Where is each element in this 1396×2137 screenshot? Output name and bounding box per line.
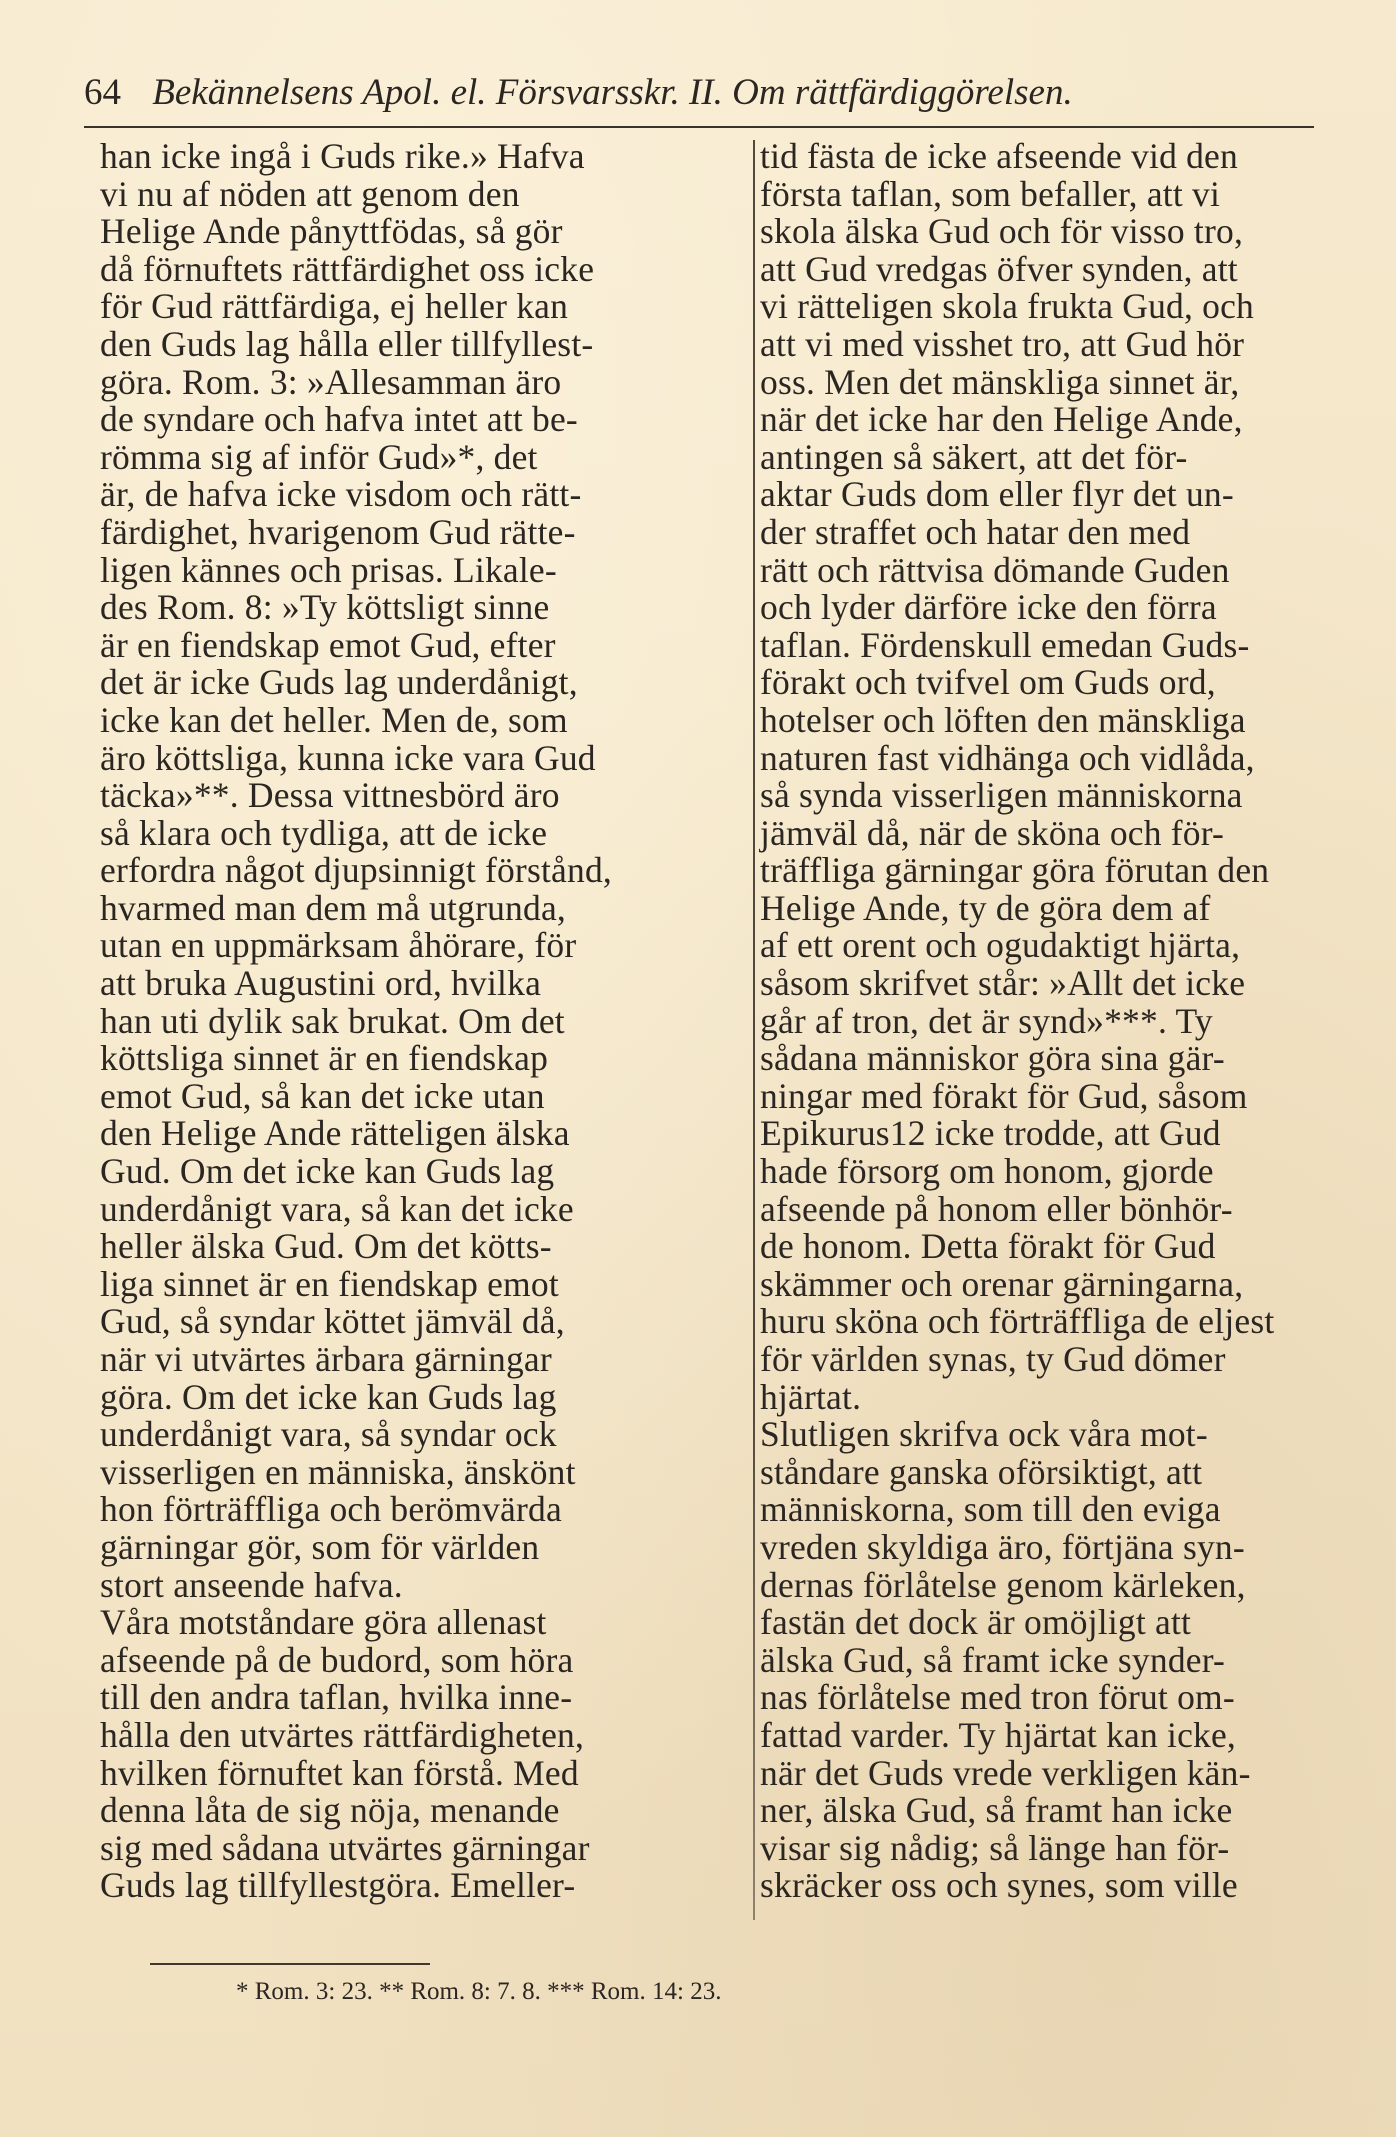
text-line: dernas förlåtelse genom kärleken, [760, 1564, 1246, 1605]
text-line: römma sig af inför Gud»*, det [100, 436, 538, 477]
text-line: så klara och tydliga, att de icke [100, 812, 548, 853]
text-line: ståndare ganska oförsiktigt, att [760, 1451, 1203, 1492]
text-line: tid fästa de icke afseende vid den [760, 136, 1238, 176]
text-line: träffliga gärningar göra förutan den [760, 850, 1270, 891]
running-title: Bekännelsens Apol. el. Försvarsskr. II. Om rättfärdiggörelsen. [152, 72, 1073, 113]
text-line: vi rätteligen skola frukta Gud, och [760, 286, 1254, 327]
text-line: underdånigt vara, så kan det icke [100, 1188, 574, 1229]
text-line: för Gud rättfärdiga, ej heller kan [100, 286, 569, 327]
text-line: den Guds lag hålla eller tillfyllest- [100, 323, 594, 364]
text-line: att vi med visshet tro, att Gud hör [760, 323, 1245, 364]
text-line: emot Gud, så kan det icke utan [100, 1075, 545, 1116]
text-line: utan en uppmärksam åhörare, för [100, 925, 577, 966]
text-line: Epikurus12 icke trodde, att Gud [760, 1113, 1221, 1154]
text-line: underdånigt vara, så syndar ock [100, 1414, 557, 1455]
text-line: färdighet, hvarigenom Gud rätte- [100, 511, 576, 552]
text-line: älska Gud, så framt icke synder- [760, 1639, 1226, 1680]
text-line: de syndare och hafva intet att be- [100, 399, 578, 440]
running-header [84, 60, 1314, 128]
text-line: gärningar gör, som för världen [100, 1526, 540, 1567]
text-line: der straffet och hatar den med [760, 511, 1191, 552]
text-line: människorna, som till den eviga [760, 1489, 1221, 1530]
footnotes: * Rom. 3: 23. ** Rom. 8: 7. 8. *** Rom. 14: 23. [236, 1978, 722, 2005]
text-line: erfordra något djupsinnigt förstånd, [100, 850, 612, 891]
text-line: skräcker oss och synes, som ville [760, 1865, 1238, 1906]
text-line: är, de hafva icke visdom och rätt- [100, 474, 582, 515]
text-line: oss. Men det mänskliga sinnet är, [760, 361, 1240, 402]
text-line: att bruka Augustini ord, hvilka [100, 963, 542, 1004]
text-line: göra. Rom. 3: »Allesamman äro [100, 361, 562, 402]
text-line: äro köttsliga, kunna icke vara Gud [100, 737, 596, 778]
text-line: första taflan, som befaller, att vi [760, 173, 1221, 214]
text-line: hvarmed man dem må utgrunda, [100, 887, 566, 928]
text-line: fattad varder. Ty hjärtat kan icke, [760, 1714, 1237, 1755]
text-line: taflan. Fördenskull emedan Guds- [760, 624, 1250, 665]
text-line: nas förlåtelse med tron förut om- [760, 1677, 1235, 1718]
text-line: jämväl då, när de sköna och för- [760, 812, 1225, 853]
text-line: när vi utvärtes ärbara gärningar [100, 1339, 552, 1379]
text-line: ningar med förakt för Gud, såsom [760, 1075, 1248, 1116]
text-line: visar sig nådig; så länge han för- [760, 1827, 1230, 1868]
text-line: hålla den utvärtes rättfärdigheten, [100, 1714, 585, 1755]
text-line: icke kan det heller. Men de, som [100, 699, 568, 740]
text-line: afseende på de budord, som höra [100, 1639, 574, 1680]
text-line: rätt och rättvisa dömande Guden [760, 549, 1230, 590]
text-line: förakt och tvifvel om Guds ord, [760, 662, 1216, 703]
text-line: vreden skyldiga äro, förtjäna syn- [760, 1526, 1245, 1567]
text-line: liga sinnet är en fiendskap emot [100, 1263, 559, 1304]
text-line: vi nu af nöden att genom den [100, 173, 520, 214]
text-line: Guds lag tillfyllestgöra. Emeller- [100, 1865, 576, 1906]
text-line: af ett orent och ogudaktigt hjärta, [760, 925, 1241, 966]
text-line: des Rom. 8: »Ty köttsligt sinne [100, 587, 550, 628]
text-line: Slutligen skrifva ock våra mot- [760, 1414, 1208, 1455]
text-line: ligen kännes och prisas. Likale- [100, 549, 557, 590]
text-line: hjärtat. [760, 1376, 862, 1417]
text-line: aktar Guds dom eller flyr det un- [760, 474, 1234, 515]
text-line: göra. Om det icke kan Guds lag [100, 1376, 557, 1417]
text-line: täcka»**. Dessa vittnesbörd äro [100, 775, 560, 816]
text-line: hade försorg om honom, gjorde [760, 1151, 1214, 1192]
text-line: ner, älska Gud, så framt han icke [760, 1790, 1233, 1831]
text-line: afseende på honom eller bönhör- [760, 1188, 1233, 1229]
text-line: de honom. Detta förakt för Gud [760, 1226, 1216, 1267]
text-line: hotelser och löften den mänskliga [760, 699, 1246, 740]
right-text-column [760, 138, 1380, 1905]
text-line: så synda visserligen människorna [760, 775, 1243, 816]
left-text-column [100, 138, 748, 1905]
text-line: Helige Ande pånyttfödas, så gör [100, 211, 563, 252]
text-line: naturen fast vidhänga och vidlåda, [760, 737, 1255, 778]
text-line: huru sköna och förträffliga de eljest [760, 1301, 1275, 1342]
column-divider [753, 140, 755, 1920]
text-line: han uti dylik sak brukat. Om det [100, 1000, 565, 1041]
text-line: den Helige Ande rätteligen älska [100, 1113, 570, 1154]
text-line: Gud. Om det icke kan Guds lag [100, 1151, 555, 1192]
text-line: när det Guds vrede verkligen kän- [760, 1752, 1251, 1793]
text-line: Helige Ande, ty de göra dem af [760, 887, 1211, 928]
text-line: sig med sådana utvärtes gärningar [100, 1827, 590, 1868]
text-line: är en fiendskap emot Gud, efter [100, 624, 556, 665]
text-line: hvilken förnuftet kan förstå. Med [100, 1752, 579, 1793]
text-line: att Gud vredgas öfver synden, att [760, 248, 1238, 289]
text-line: när det icke har den Helige Ande, [760, 399, 1243, 440]
page-number: 64 [84, 72, 121, 113]
text-line: stort anseende hafva. [100, 1564, 403, 1605]
text-line: till den andra taflan, hvilka inne- [100, 1677, 573, 1718]
text-line: heller älska Gud. Om det kötts- [100, 1226, 552, 1267]
text-line: såsom skrifvet står: »Allt det icke [760, 963, 1246, 1004]
text-line: det är icke Guds lag underdånigt, [100, 662, 578, 703]
text-line: och lyder därföre icke den förra [760, 587, 1217, 628]
footnote-rule [150, 1963, 430, 1965]
text-line: denna låta de sig nöja, menande [100, 1790, 560, 1831]
text-line: han icke ingå i Guds rike.» Hafva [100, 136, 585, 176]
text-line: Våra motståndare göra allenast [100, 1602, 547, 1643]
text-line: skola älska Gud och för visso tro, [760, 211, 1244, 252]
text-line: köttsliga sinnet är en fiendskap [100, 1038, 549, 1079]
text-line: då förnuftets rättfärdighet oss icke [100, 248, 595, 289]
text-line: för världen synas, ty Gud dömer [760, 1339, 1226, 1379]
text-line: fastän det dock är omöjligt att [760, 1602, 1192, 1643]
text-line: antingen så säkert, att det för- [760, 436, 1188, 477]
text-line: visserligen en människa, änskönt [100, 1451, 576, 1492]
text-line: går af tron, det är synd»***. Ty [760, 1000, 1213, 1041]
text-line: Gud, så syndar köttet jämväl då, [100, 1301, 565, 1342]
text-line: hon förträffliga och berömvärda [100, 1489, 562, 1530]
text-line: skämmer och orenar gärningarna, [760, 1263, 1244, 1304]
text-line: sådana människor göra sina gär- [760, 1038, 1225, 1079]
